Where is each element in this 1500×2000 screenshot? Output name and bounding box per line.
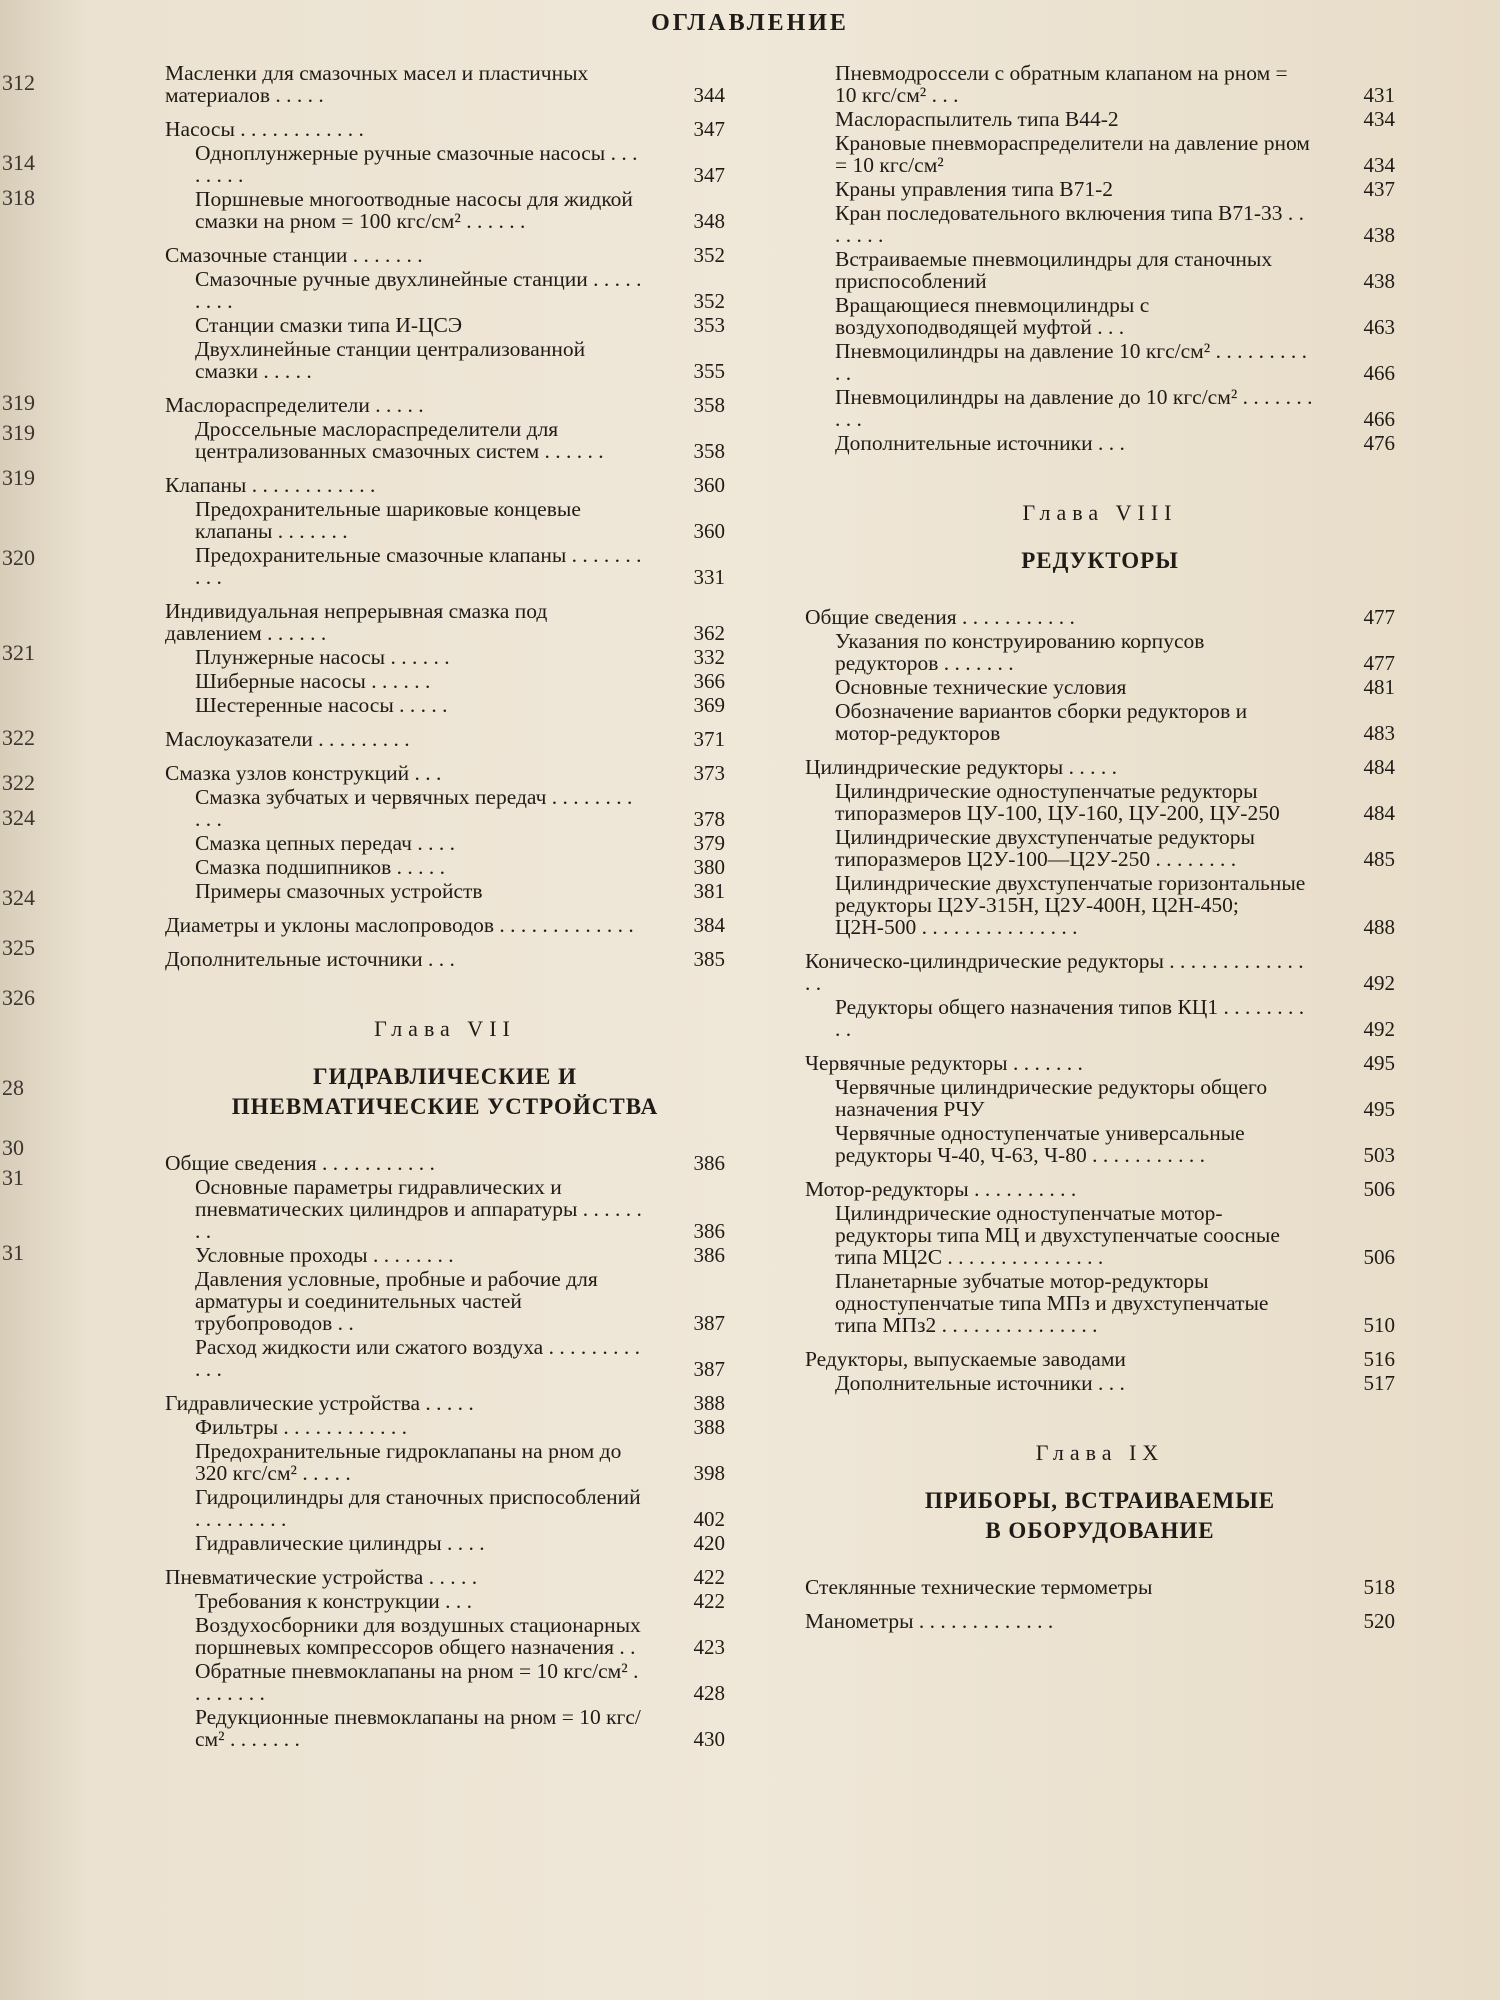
margin-number: 314 (2, 150, 35, 175)
toc-entry (805, 248, 1395, 292)
toc-entry (165, 1336, 725, 1380)
toc-entry-title: Насосы . . . . . . . . . . . . (165, 117, 364, 141)
toc-entry-page: 495 (1363, 1051, 1395, 1075)
toc-entry-title: Краны управления типа В71-2 (835, 177, 1113, 201)
toc-entry-title: Расход жидкости или сжатого воздуха . . . . . . . . . . . . (195, 1335, 640, 1381)
toc-entry-title: Смазка узлов конструкций . . . (165, 761, 442, 785)
chapter-8-label: Глава VIII (1022, 500, 1178, 525)
toc-entry (165, 118, 725, 140)
toc-entry-page: 483 (1363, 721, 1395, 745)
toc-entry-page: 434 (1363, 107, 1395, 131)
toc-entry (165, 1532, 725, 1554)
toc-entry-title: Маслоуказатели . . . . . . . . . (165, 727, 410, 751)
toc-entry-page: 386 (693, 1151, 725, 1175)
toc-entry-title: Требования к конструкции . . . (195, 1589, 473, 1613)
toc-entry (165, 142, 725, 186)
toc-entry (805, 1610, 1395, 1632)
right-column (805, 60, 1395, 1632)
margin-number: 324 (2, 805, 35, 830)
toc-entry-page: 503 (1363, 1143, 1395, 1167)
toc-entry-title: Смазка цепных передач . . . . (195, 831, 455, 855)
toc-entry-page: 431 (1363, 83, 1395, 107)
toc-entry (805, 1076, 1395, 1120)
toc-entry (805, 780, 1395, 824)
toc-entry-page: 437 (1363, 177, 1395, 201)
toc-entry-title: Пневмоцилиндры на давление 10 кгс/см² . . . . . . . . . . . (835, 339, 1307, 385)
toc-entry-page: 381 (693, 879, 725, 903)
margin-number: 320 (2, 545, 35, 570)
chapter-9-toc-list (805, 1576, 1395, 1632)
toc-entry (165, 600, 725, 644)
toc-entry-title: Дополнительные источники . . . (165, 947, 455, 971)
toc-entry-page: 384 (693, 913, 725, 937)
margin-number: 324 (2, 885, 35, 910)
toc-entry-title: Гидроцилиндры для станочных приспособлений . . . . . . . . . (195, 1485, 641, 1531)
toc-entry-page: 438 (1363, 269, 1395, 293)
toc-entry-title: Предохранительные гидроклапаны на pном до 320 кгс/см² . . . . . (195, 1439, 622, 1485)
toc-entry (805, 1270, 1395, 1336)
toc-entry-title: Смазочные станции . . . . . . . (165, 243, 423, 267)
toc-entry-page: 477 (1363, 605, 1395, 629)
toc-entry (165, 1268, 725, 1334)
toc-entry-page: 380 (693, 855, 725, 879)
toc-entry-page: 476 (1363, 431, 1395, 455)
toc-entry-page: 388 (693, 1391, 725, 1415)
toc-entry-page: 360 (693, 519, 725, 543)
toc-entry (165, 418, 725, 462)
toc-entry-title: Червячные одноступенчатые универсальные редукторы Ч-40, Ч-63, Ч-80 . . . . . . . . . . . (835, 1121, 1245, 1167)
toc-entry-title: Индивидуальная непрерывная смазка под давлением . . . . . . (165, 599, 548, 645)
toc-entry-title: Фильтры . . . . . . . . . . . . (195, 1415, 408, 1439)
toc-entry (165, 244, 725, 266)
toc-entry (805, 432, 1395, 454)
toc-entry-page: 477 (1363, 651, 1395, 675)
toc-entry (805, 132, 1395, 176)
toc-entry-title: Маслораспылитель типа В44-2 (835, 107, 1119, 131)
toc-entry (805, 386, 1395, 430)
page-header: ОГЛАВЛЕНИЕ (651, 10, 849, 36)
toc-entry (165, 880, 725, 902)
toc-entry (165, 1440, 725, 1484)
toc-entry (165, 1152, 725, 1174)
toc-entry-page: 378 (693, 807, 725, 831)
chapter-8-title: РЕДУКТОРЫ (1021, 548, 1179, 573)
toc-entry (165, 314, 725, 336)
toc-entry-title: Основные параметры гидравлических и пневматических цилиндров и аппаратуры . . . . . . . . (195, 1175, 642, 1243)
chapter-9-title-line2: В ОБОРУДОВАНИЕ (985, 1518, 1215, 1543)
toc-entry-title: Манометры . . . . . . . . . . . . . (805, 1609, 1054, 1633)
toc-entry (165, 1416, 725, 1438)
toc-entry-page: 463 (1363, 315, 1395, 339)
toc-entry-page: 484 (1363, 755, 1395, 779)
toc-entry-title: Мотор-редукторы . . . . . . . . . . (805, 1177, 1077, 1201)
toc-entry-title: Примеры смазочных устройств (195, 879, 483, 903)
margin-number: 319 (2, 390, 35, 415)
toc-entry-page: 398 (693, 1461, 725, 1485)
toc-entry (805, 1052, 1395, 1074)
toc-entry (165, 914, 725, 936)
toc-entry-page: 420 (693, 1531, 725, 1555)
toc-entry (805, 872, 1395, 938)
toc-entry (165, 786, 725, 830)
toc-entry (805, 1122, 1395, 1166)
toc-entry-page: 385 (693, 947, 725, 971)
toc-entry-title: Встраиваемые пневмоцилиндры для станочных приспособлений (835, 247, 1273, 293)
toc-entry-page: 466 (1363, 361, 1395, 385)
toc-entry-page: 352 (693, 289, 725, 313)
toc-entry (165, 394, 725, 416)
toc-entry (165, 694, 725, 716)
toc-entry-title: Обозначение вариантов сборки редукторов и мотор-редукторов (835, 699, 1248, 745)
toc-entry-page: 506 (1363, 1245, 1395, 1269)
toc-entry-title: Цилиндрические одноступенчатые редукторы типоразмеров ЦУ-100, ЦУ-160, ЦУ-200, ЦУ-250 (835, 779, 1280, 825)
toc-entry-title: Цилиндрические двухступенчатые редукторы типоразмеров Ц2У-100—Ц2У-250 . . . . . . . . (835, 825, 1255, 871)
chapter-8-toc-list (805, 606, 1395, 1394)
toc-entry (165, 762, 725, 784)
toc-entry-page: 495 (1363, 1097, 1395, 1121)
toc-entry (165, 1392, 725, 1414)
toc-entry-title: Смазка подшипников . . . . . (195, 855, 446, 879)
toc-entry-page: 518 (1363, 1575, 1395, 1599)
toc-entry-page: 488 (1363, 915, 1395, 939)
toc-entry-page: 331 (693, 565, 725, 589)
toc-entry (805, 630, 1395, 674)
toc-entry-page: 387 (693, 1357, 725, 1381)
toc-entry-title: Плунжерные насосы . . . . . . (195, 645, 450, 669)
left-toc-list (165, 62, 725, 970)
toc-entry-title: Цилиндрические одноступенчатые мотор-редукторы типа МЦ и двухступенчатые соосные типа МЦ2С . . . . . . . . . . . . . . . (835, 1201, 1280, 1269)
toc-entry-title: Смазочные ручные двухлинейные станции . . . . . . . . . (195, 267, 642, 313)
toc-entry (805, 294, 1395, 338)
toc-entry-title: Редукторы общего назначения типов КЦ1 . . . . . . . . . . (835, 995, 1305, 1041)
toc-entry-title: Маслораспределители . . . . . (165, 393, 424, 417)
margin-number: 326 (2, 985, 35, 1010)
toc-entry (805, 340, 1395, 384)
toc-entry-page: 373 (693, 761, 725, 785)
chapter-7-label: Глава VII (374, 1016, 516, 1041)
toc-entry (805, 756, 1395, 778)
toc-entry-page: 355 (693, 359, 725, 383)
chapter-9-label: Глава IX (1035, 1440, 1165, 1465)
margin-number: 319 (2, 420, 35, 445)
toc-entry (165, 188, 725, 232)
margin-number: 325 (2, 935, 35, 960)
toc-entry-title: Воздухосборники для воздушных стационарных поршневых компрессоров общего назначения . . (195, 1613, 641, 1659)
margin-number: 31 (2, 1165, 24, 1190)
toc-entry-title: Предохранительные шариковые концевые клапаны . . . . . . . (195, 497, 581, 543)
toc-entry-title: Червячные цилиндрические редукторы общего назначения РЧУ (835, 1075, 1268, 1121)
chapter-7-title (165, 1062, 725, 1122)
toc-entry-page: 466 (1363, 407, 1395, 431)
toc-entry-title: Кран последовательного включения типа В71-33 . . . . . . . (835, 201, 1305, 247)
toc-entry-title: Вращающиеся пневмоцилиндры с воздухоподводящей муфтой . . . (835, 293, 1150, 339)
toc-entry-title: Цилиндрические двухступенчатые горизонтальные редукторы Ц2У-315Н, Ц2У-400Н, Ц2Н-450; Ц2Н-500 . . . . . . . . . . . . . . . (835, 871, 1306, 939)
chapter-9-title (805, 1486, 1395, 1546)
toc-entry-title: Редукторы, выпускаемые заводами (805, 1347, 1126, 1371)
margin-number: 321 (2, 640, 35, 665)
toc-entry-page: 520 (1363, 1609, 1395, 1633)
toc-entry (805, 826, 1395, 870)
toc-entry (165, 948, 725, 970)
toc-entry (165, 268, 725, 312)
margin-page-numbers (0, 0, 60, 2000)
toc-entry-title: Масленки для смазочных масел и пластичных материалов . . . . . (165, 61, 589, 107)
toc-entry (805, 1202, 1395, 1268)
chapter-7-title-line1: ГИДРАВЛИЧЕСКИЕ И (313, 1064, 577, 1089)
toc-entry-page: 379 (693, 831, 725, 855)
toc-entry-page: 422 (693, 1565, 725, 1589)
toc-entry-page: 358 (693, 439, 725, 463)
toc-entry-title: Червячные редукторы . . . . . . . (805, 1051, 1083, 1075)
toc-entry-page: 430 (693, 1727, 725, 1751)
toc-entry-page: 362 (693, 621, 725, 645)
toc-entry (165, 474, 725, 496)
toc-entry-page: 352 (693, 243, 725, 267)
toc-entry-page: 492 (1363, 1017, 1395, 1041)
toc-entry (165, 498, 725, 542)
toc-entry-title: Станции смазки типа И-ЦСЭ (195, 313, 463, 337)
chapter-7-toc-list (165, 1152, 725, 1750)
toc-entry-title: Гидравлические цилиндры . . . . (195, 1531, 485, 1555)
toc-entry-title: Смазка зубчатых и червячных передач . . . . . . . . . . . (195, 785, 633, 831)
toc-entry (165, 62, 725, 106)
toc-entry (165, 1486, 725, 1530)
toc-entry-page: 347 (693, 163, 725, 187)
toc-entry-title: Шиберные насосы . . . . . . (195, 669, 431, 693)
toc-entry (805, 606, 1395, 628)
toc-entry (165, 1614, 725, 1658)
toc-entry (805, 700, 1395, 744)
toc-entry (805, 178, 1395, 200)
margin-number: 318 (2, 185, 35, 210)
toc-entry-page: 386 (693, 1243, 725, 1267)
toc-entry (165, 544, 725, 588)
toc-entry (165, 1706, 725, 1750)
toc-entry-page: 344 (693, 83, 725, 107)
toc-entry-title: Обратные пневмоклапаны на pном = 10 кгс/см² . . . . . . . . (195, 1659, 639, 1705)
toc-entry-page: 386 (693, 1219, 725, 1243)
toc-entry-page: 332 (693, 645, 725, 669)
toc-entry (805, 202, 1395, 246)
toc-entry-title: Гидравлические устройства . . . . . (165, 1391, 474, 1415)
toc-entry-page: 428 (693, 1681, 725, 1705)
chapter-7-title-line2: ПНЕВМАТИЧЕСКИЕ УСТРОЙСТВА (231, 1094, 659, 1119)
toc-entry-page: 510 (1363, 1313, 1395, 1337)
margin-number: 312 (2, 70, 35, 95)
toc-entry-page: 369 (693, 693, 725, 717)
toc-entry-title: Планетарные зубчатые мотор-редукторы одноступенчатые типа МПз и двухступенчатые типа МПз2 . . . . . . . . . . . . . . . (835, 1269, 1269, 1337)
toc-entry-page: 360 (693, 473, 725, 497)
toc-entry-page: 438 (1363, 223, 1395, 247)
toc-entry-page: 371 (693, 727, 725, 751)
toc-entry (805, 950, 1395, 994)
toc-entry-title: Поршневые многоотводные насосы для жидкой смазки на pном = 100 кгс/см² . . . . . . (195, 187, 633, 233)
margin-number: 319 (2, 465, 35, 490)
margin-number: 322 (2, 770, 35, 795)
toc-entry (805, 996, 1395, 1040)
toc-entry-page: 481 (1363, 675, 1395, 699)
toc-entry-page: 516 (1363, 1347, 1395, 1371)
toc-entry (165, 1590, 725, 1612)
margin-number: 31 (2, 1240, 24, 1265)
margin-number: 322 (2, 725, 35, 750)
toc-entry-title: Одноплунжерные ручные смазочные насосы . . . . . . . . (195, 141, 638, 187)
toc-entry (165, 832, 725, 854)
toc-entry-title: Условные проходы . . . . . . . . (195, 1243, 454, 1267)
toc-entry-title: Двухлинейные станции централизованной смазки . . . . . (195, 337, 586, 383)
margin-number: 28 (2, 1075, 24, 1100)
toc-entry-page: 358 (693, 393, 725, 417)
toc-entry-page: 423 (693, 1635, 725, 1659)
margin-number: 30 (2, 1135, 24, 1160)
toc-entry (165, 646, 725, 668)
toc-entry-page: 347 (693, 117, 725, 141)
toc-entry (165, 728, 725, 750)
toc-entry-title: Дополнительные источники . . . (835, 1371, 1125, 1395)
toc-entry-title: Общие сведения . . . . . . . . . . . (165, 1151, 435, 1175)
toc-entry (165, 1176, 725, 1242)
toc-entry-page: 506 (1363, 1177, 1395, 1201)
right-toc-list (805, 62, 1395, 454)
toc-entry-page: 388 (693, 1415, 725, 1439)
toc-entry (165, 1244, 725, 1266)
chapter-9-title-line1: ПРИБОРЫ, ВСТРАИВАЕМЫЕ (924, 1488, 1276, 1513)
toc-entry-page: 422 (693, 1589, 725, 1613)
left-column (165, 60, 725, 1750)
toc-entry-title: Клапаны . . . . . . . . . . . . (165, 473, 376, 497)
toc-entry-title: Пневмоцилиндры на давление до 10 кгс/см² . . . . . . . . . . (835, 385, 1313, 431)
toc-entry-title: Предохранительные смазочные клапаны . . . . . . . . . . (195, 543, 642, 589)
toc-entry-page: 387 (693, 1311, 725, 1335)
toc-entry-page: 348 (693, 209, 725, 233)
toc-entry-title: Указания по конструированию корпусов редукторов . . . . . . . (835, 629, 1205, 675)
toc-entry (165, 1566, 725, 1588)
toc-entry-title: Коническо-цилиндрические редукторы . . . . . . . . . . . . . . . (805, 949, 1304, 995)
toc-entry-title: Цилиндрические редукторы . . . . . (805, 755, 1117, 779)
toc-entry-title: Крановые пневмораспределители на давление pном = 10 кгс/см² (835, 131, 1310, 177)
toc-entry-page: 366 (693, 669, 725, 693)
toc-entry-title: Пневмодроссели с обратным клапаном на pном = 10 кгс/см² . . . (835, 61, 1288, 107)
toc-entry (805, 1178, 1395, 1200)
toc-entry (165, 856, 725, 878)
toc-entry-page: 402 (693, 1507, 725, 1531)
toc-entry-page: 492 (1363, 971, 1395, 995)
toc-entry-page: 485 (1363, 847, 1395, 871)
toc-entry-page: 353 (693, 313, 725, 337)
toc-entry-title: Общие сведения . . . . . . . . . . . (805, 605, 1075, 629)
toc-entry-title: Дополнительные источники . . . (835, 431, 1125, 455)
toc-entry (805, 108, 1395, 130)
toc-entry (805, 62, 1395, 106)
toc-entry-title: Стеклянные технические термометры (805, 1575, 1153, 1599)
toc-entry-page: 434 (1363, 153, 1395, 177)
toc-entry (805, 676, 1395, 698)
toc-entry-title: Пневматические устройства . . . . . (165, 1565, 478, 1589)
toc-entry-title: Дроссельные маслораспределители для централизованных смазочных систем . . . . . . (195, 417, 604, 463)
toc-entry-page: 484 (1363, 801, 1395, 825)
toc-entry-page: 517 (1363, 1371, 1395, 1395)
toc-entry-title: Редукционные пневмоклапаны на pном = 10 кгс/см² . . . . . . . (195, 1705, 641, 1751)
toc-entry (805, 1372, 1395, 1394)
toc-entry (165, 338, 725, 382)
toc-entry (165, 1660, 725, 1704)
toc-entry (165, 670, 725, 692)
toc-entry (805, 1348, 1395, 1370)
toc-entry-title: Диаметры и уклоны маслопроводов . . . . . . . . . . . . . (165, 913, 634, 937)
toc-entry (805, 1576, 1395, 1598)
toc-entry-title: Давления условные, пробные и рабочие для арматуры и соединительных частей трубопроводов . . (195, 1267, 598, 1335)
toc-entry-title: Шестеренные насосы . . . . . (195, 693, 448, 717)
toc-entry-title: Основные технические условия (835, 675, 1127, 699)
